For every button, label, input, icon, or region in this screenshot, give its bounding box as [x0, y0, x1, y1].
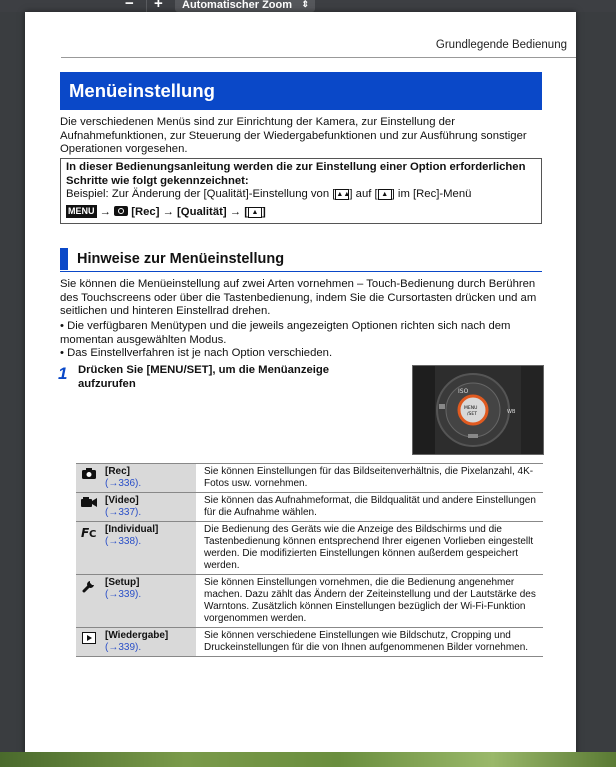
playback-icon: [76, 628, 101, 657]
box-example: [66, 188, 536, 202]
box-heading: In dieser Bedienungsanleitung werden die zur Einstellung einer Option erforderlichen Schritte wie folgt gekennzeichnet:: [66, 161, 526, 187]
step-text: Drücken Sie [MENU/SET], um die Menüanzeige aufzurufen: [78, 364, 330, 390]
path-arrow-2: →: [162, 206, 174, 218]
path-arrow-3: →: [229, 206, 242, 218]
path-close-bracket: ]: [261, 206, 266, 218]
dropdown-arrow-icon: ⇕: [301, 0, 309, 9]
header-rule: [61, 57, 576, 58]
page-title: Menüeinstellung: [69, 80, 215, 101]
example-suffix: ] im [Rec]-Menü: [391, 188, 472, 200]
zoom-out-button[interactable]: −: [125, 0, 134, 12]
menu-type-name: [101, 464, 196, 493]
subheading-block: [60, 248, 542, 270]
quality-standard-icon: ▲: [378, 189, 392, 200]
menu-set-label-top: MENU: [464, 406, 478, 411]
menu-type-description: Die Bedienung des Geräts wie die Anzeige des Bildschirms und die Tastenbedienung können entsprechend Ihrer eigenen Vorlieben eingestellt werden. Die modifizierten Einstellungen können außerdem gespeichert werden.: [204, 524, 534, 571]
instruction-box: [60, 158, 542, 224]
menu-path: [66, 205, 536, 220]
zoom-in-button[interactable]: +: [154, 0, 163, 12]
path-quality: [Qualität]: [177, 206, 227, 218]
iso-label: ISO: [458, 388, 469, 395]
menu-type-name: [101, 628, 196, 657]
quality-fine-icon: ▲▲: [336, 191, 351, 198]
desktop-background: [0, 752, 616, 767]
menu-type-description: Sie können das Aufnahmeformat, die Bildqualität und andere Einstellungen für die Aufnahme wählen.: [204, 495, 536, 518]
example-mid: ] auf [: [349, 188, 378, 200]
page-reference-link[interactable]: (→336).: [105, 478, 142, 489]
menu-type-row: [76, 575, 543, 628]
subheading-marker: [60, 248, 68, 270]
example-prefix: Beispiel: Zur Änderung der [Qualität]-Einstellung von [: [66, 188, 336, 200]
page-reference-link[interactable]: (→337).: [105, 507, 142, 518]
toolbar-separator: [146, 0, 147, 12]
menu-types-table: [76, 463, 543, 657]
menu-type-name: [101, 522, 196, 575]
zoom-select[interactable]: [175, 0, 315, 12]
menu-type-row: [76, 493, 543, 522]
bullet-1: • Die verfügbaren Menütypen und die jeweils angezeigten Optionen richten sich nach dem momentan ausgewählten Modus.: [60, 320, 511, 346]
paragraph-1: Sie können die Menüeinstellung auf zwei Arten vornehmen – Touch-Bedienung durch Berühren des Touchscreens oder über die Tastenbedienung, indem Sie die Cursortasten drücken und am seitlichen und hinteren Einstellrad drehen.: [60, 278, 537, 317]
menu-name: [Rec]: [105, 466, 131, 477]
menu-type-description: Sie können verschiedene Einstellungen wie Bildschutz, Cropping und Druckeinstellungen für die von Ihnen aufgenommenen Bilder vornehmen.: [204, 630, 529, 653]
menu-type-name: [101, 493, 196, 522]
pdf-page: [25, 12, 576, 757]
menu-type-row: [76, 464, 543, 493]
camera-dial-illustration: [413, 366, 543, 454]
menu-set-label-bottom: /SET: [467, 412, 477, 417]
path-rec: [Rec]: [131, 206, 160, 218]
path-arrow-1: →: [99, 206, 111, 218]
camera-dial-photo: [412, 365, 544, 455]
menu-name: [Video]: [105, 495, 139, 506]
title-bar: [60, 72, 542, 110]
quality-standard-icon: ▲: [248, 207, 262, 218]
page-reference-link[interactable]: (→339).: [105, 642, 142, 653]
bullet-2: • Das Einstellverfahren ist je nach Option verschieden.: [60, 347, 333, 359]
menu-type-row: [76, 522, 543, 575]
menu-type-description: Sie können Einstellungen für das Bildseitenverhältnis, die Pixelanzahl, 4K-Fotos usw. vornehmen.: [204, 466, 534, 489]
menu-name: [Individual]: [105, 524, 159, 535]
menu-name: [Setup]: [105, 577, 140, 588]
page-reference-link[interactable]: (→339).: [105, 589, 142, 600]
menu-type-name: [101, 575, 196, 628]
path-open-bracket: [: [244, 206, 248, 218]
zoom-select-value: Automatischer Zoom: [182, 0, 293, 11]
menu-badge: MENU: [68, 206, 95, 216]
page-reference-link[interactable]: (→338).: [105, 536, 142, 547]
subheading-rule: [60, 271, 542, 272]
camera-icon: [76, 464, 101, 493]
menu-name: [Wiedergabe]: [105, 630, 169, 641]
subheading: Hinweise zur Menüeinstellung: [77, 251, 285, 267]
section-label: Grundlegende Bedienung: [435, 39, 567, 51]
svg-text:C: C: [89, 529, 97, 538]
camera-icon: [114, 206, 128, 216]
intro-paragraph: Die verschiedenen Menüs sind zur Einrichtung der Kamera, zur Einstellung der Aufnahmefunktionen, zur Steuerung der Wiedergabefunktionen und zur Ausführung sonstiger Operationen vorgesehen.: [60, 116, 527, 155]
wb-label: WB: [507, 409, 516, 415]
menu-type-row: [76, 628, 543, 657]
menu-type-description: Sie können Einstellungen vornehmen, die die Bedienung angenehmer machen. Dazu zählt das Ändern der Zeiteinstellung und der Lautstärke des Warntons. Zusätzlich können Einstellungen bezüglich der Wi-Fi-Funktion vorgenommen werden.: [204, 577, 536, 624]
custom-icon: [76, 522, 101, 575]
svg-text:F: F: [81, 526, 90, 538]
video-icon: [76, 493, 101, 522]
pdf-toolbar: [0, 0, 616, 12]
step-number: 1: [58, 364, 68, 383]
wrench-icon: [76, 575, 101, 628]
